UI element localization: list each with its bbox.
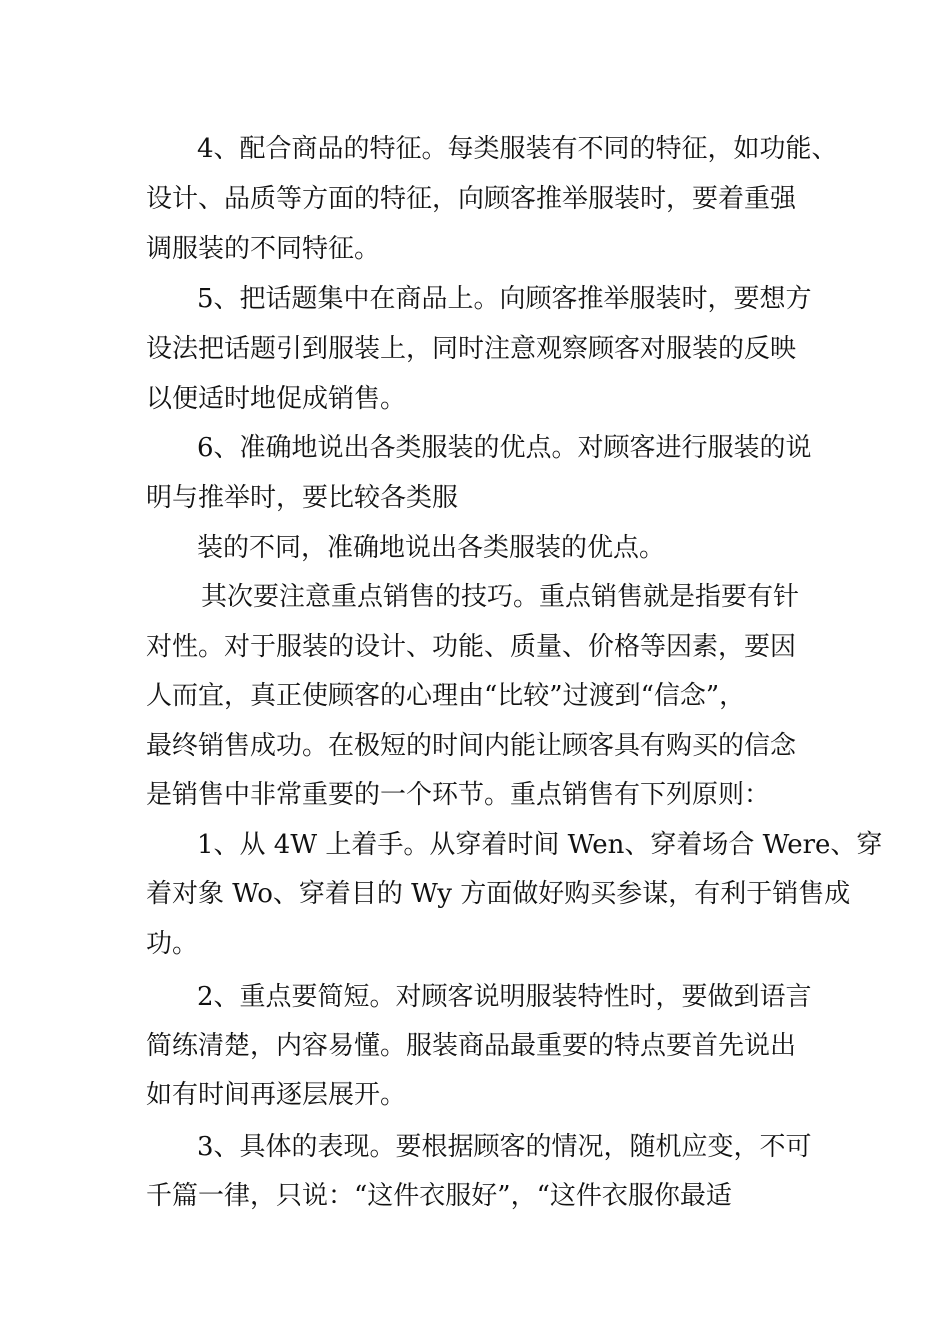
- text-line: 其次要注意重点销售的技巧。重点销售就是指要有针: [201, 582, 800, 612]
- text-line: 以便适时地促成销售。: [146, 384, 407, 414]
- text-line: 3、具体的表现。要根据顾客的情况，随机应变，不可: [197, 1132, 812, 1162]
- text-line: 最终销售成功。在极短的时间内能让顾客具有购买的信念: [146, 731, 797, 761]
- text-line: 1、从 4W 上着手。从穿着时间 Wen、穿着场合 Were、穿: [197, 830, 883, 860]
- text-line: 2、重点要简短。对顾客说明服装特性时，要做到语言: [197, 982, 812, 1012]
- text-line: 4、配合商品的特征。每类服装有不同的特征，如功能、: [197, 134, 838, 164]
- text-line: 是销售中非常重要的一个环节。重点销售有下列原则：: [146, 780, 771, 810]
- text-line: 如有时间再逐层展开。: [146, 1080, 407, 1110]
- text-line: 5、把话题集中在商品上。向顾客推举服装时，要想方: [197, 284, 812, 314]
- text-line: 装的不同，准确地说出各类服装的优点。: [197, 533, 666, 563]
- text-line: 简练清楚，内容易懂。服装商品最重要的特点要首先说出: [146, 1031, 797, 1061]
- text-line: 6、准确地说出各类服装的优点。对顾客进行服装的说: [197, 433, 812, 463]
- text-line: 调服装的不同特征。: [146, 234, 381, 264]
- text-line: 人而宜，真正使顾客的心理由“比较”过渡到“信念”，: [146, 681, 746, 711]
- text-line: 明与推举时，要比较各类服: [146, 483, 459, 513]
- text-line: 对性。对于服装的设计、功能、质量、价格等因素，要因: [146, 632, 797, 662]
- text-line: 千篇一律，只说：“这件衣服好”，“这件衣服你最适: [146, 1181, 732, 1211]
- text-line: 功。: [146, 929, 199, 959]
- text-line: 设法把话题引到服装上，同时注意观察顾客对服装的反映: [146, 334, 797, 364]
- text-line: 着对象 Wo、穿着目的 Wy 方面做好购买参谋，有利于销售成: [146, 879, 851, 909]
- text-line: 设计、品质等方面的特征，向顾客推举服装时，要着重强: [146, 184, 797, 214]
